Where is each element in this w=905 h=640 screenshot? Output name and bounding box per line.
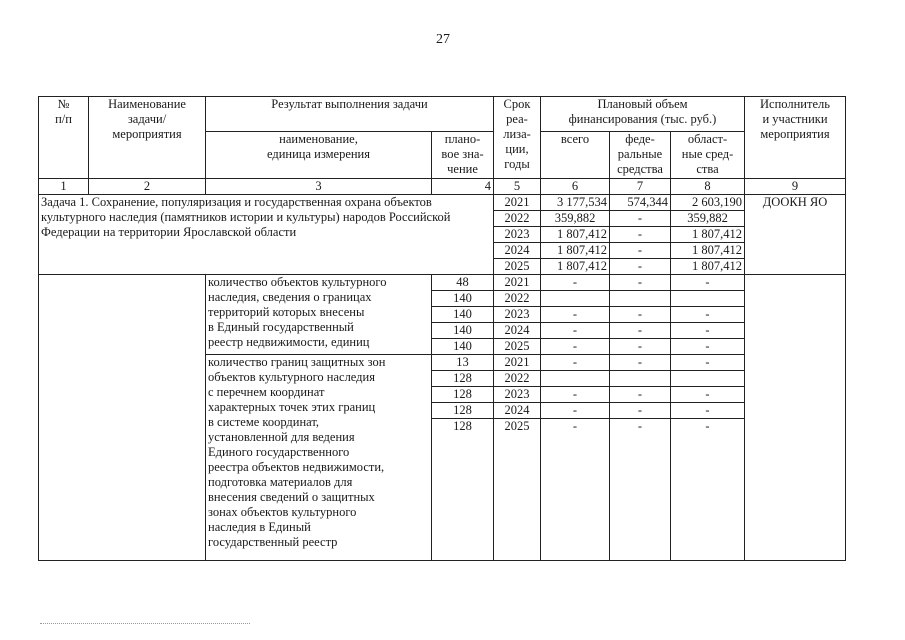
- planned-value-cell: 140: [432, 291, 494, 307]
- year-cell: 2022: [494, 211, 541, 227]
- task-row: [39, 195, 846, 211]
- header-period: Срок реа- лиза- ции, годы: [494, 97, 541, 179]
- year-cell: 2021: [494, 275, 541, 291]
- federal-cell: -: [610, 419, 671, 561]
- total-cell: 1 807,412: [541, 259, 610, 275]
- year-cell: 2024: [494, 243, 541, 259]
- regional-cell: 1 807,412: [671, 227, 745, 243]
- executor-cell: ДООКН ЯО: [745, 195, 846, 275]
- total-cell: -: [541, 275, 610, 291]
- total-cell: -: [541, 355, 610, 371]
- empty-cell: [745, 275, 846, 561]
- regional-cell: 1 807,412: [671, 259, 745, 275]
- year-cell: 2025: [494, 339, 541, 355]
- federal-cell: -: [610, 387, 671, 403]
- total-cell: -: [541, 419, 610, 561]
- total-cell: -: [541, 307, 610, 323]
- regional-cell: 2 603,190: [671, 195, 745, 211]
- year-cell: 2022: [494, 291, 541, 307]
- header-financing-group: Плановый объем финансирования (тыс. руб.): [541, 97, 745, 132]
- planned-value-cell: 128: [432, 371, 494, 387]
- footer-divider: [40, 623, 250, 624]
- planned-value-cell: 140: [432, 307, 494, 323]
- task-title: Задача 1. Сохранение, популяризация и государственная охрана объектов культурного наследия (памятников истории и культуры) народов Российской Федерации на территории Ярославской области: [39, 195, 494, 275]
- program-table: [38, 96, 846, 561]
- header-result-name: наименование, единица измерения: [206, 132, 432, 179]
- regional-cell: 359,882: [671, 211, 745, 227]
- header-executor: Исполнитель и участники мероприятия: [745, 97, 846, 179]
- year-cell: 2023: [494, 387, 541, 403]
- year-cell: 2024: [494, 323, 541, 339]
- federal-cell: [610, 371, 671, 387]
- year-cell: 2025: [494, 259, 541, 275]
- total-cell: -: [541, 387, 610, 403]
- col-number: 3: [206, 179, 432, 195]
- year-cell: 2024: [494, 403, 541, 419]
- planned-value-cell: 140: [432, 339, 494, 355]
- indicator-name: количество объектов культурного наследия, сведения о границах территорий которых внесены в Единый государственный реестр недвижимости, единиц: [206, 275, 432, 355]
- regional-cell: -: [671, 275, 745, 291]
- column-numbers-row: [39, 179, 846, 195]
- regional-cell: [671, 371, 745, 387]
- planned-value-cell: 128: [432, 419, 494, 561]
- total-cell: 3 177,534: [541, 195, 610, 211]
- planned-value-cell: 128: [432, 403, 494, 419]
- year-cell: 2021: [494, 195, 541, 211]
- year-cell: 2025: [494, 419, 541, 561]
- federal-cell: -: [610, 259, 671, 275]
- header-task-name: Наименование задачи/ мероприятия: [89, 97, 206, 179]
- federal-cell: [610, 291, 671, 307]
- regional-cell: -: [671, 403, 745, 419]
- col-number: 2: [89, 179, 206, 195]
- total-cell: -: [541, 323, 610, 339]
- total-cell: -: [541, 339, 610, 355]
- planned-value-cell: 128: [432, 387, 494, 403]
- col-number: 1: [39, 179, 89, 195]
- year-cell: 2023: [494, 227, 541, 243]
- federal-cell: -: [610, 323, 671, 339]
- federal-cell: -: [610, 211, 671, 227]
- planned-value-cell: 140: [432, 323, 494, 339]
- total-cell: 359,882: [541, 211, 610, 227]
- regional-cell: -: [671, 307, 745, 323]
- indicator-name: количество границ защитных зон объектов культурного наследия с перечнем координат характерных точек этих границ в системе координат, установленной для ведения Единого государственного реестра объектов недвижимости, подготовка материалов для внесения сведений о защитных зонах объектов культурного наследия в Единый государственный реестр: [206, 355, 432, 561]
- federal-cell: -: [610, 403, 671, 419]
- year-cell: 2023: [494, 307, 541, 323]
- federal-cell: -: [610, 243, 671, 259]
- regional-cell: [671, 291, 745, 307]
- header-number: № п/п: [39, 97, 89, 179]
- regional-cell: -: [671, 323, 745, 339]
- planned-value-cell: 13: [432, 355, 494, 371]
- federal-cell: -: [610, 339, 671, 355]
- col-number: 8: [671, 179, 745, 195]
- col-number: 4: [432, 179, 494, 195]
- header-regional: област- ные сред- ства: [671, 132, 745, 179]
- regional-cell: -: [671, 339, 745, 355]
- federal-cell: -: [610, 275, 671, 291]
- indicator-row: [39, 275, 846, 291]
- regional-cell: -: [671, 387, 745, 403]
- total-cell: [541, 371, 610, 387]
- year-cell: 2021: [494, 355, 541, 371]
- federal-cell: -: [610, 227, 671, 243]
- col-number: 9: [745, 179, 846, 195]
- header-federal: феде- ральные средства: [610, 132, 671, 179]
- col-number: 6: [541, 179, 610, 195]
- planned-value-cell: 48: [432, 275, 494, 291]
- regional-cell: -: [671, 355, 745, 371]
- col-number: 5: [494, 179, 541, 195]
- total-cell: 1 807,412: [541, 227, 610, 243]
- header-planned-value: плано- вое зна- чение: [432, 132, 494, 179]
- empty-cell: [39, 275, 206, 561]
- federal-cell: 574,344: [610, 195, 671, 211]
- total-cell: -: [541, 403, 610, 419]
- federal-cell: -: [610, 307, 671, 323]
- regional-cell: -: [671, 419, 745, 561]
- col-number: 7: [610, 179, 671, 195]
- year-cell: 2022: [494, 371, 541, 387]
- federal-cell: -: [610, 355, 671, 371]
- total-cell: 1 807,412: [541, 243, 610, 259]
- header-total: всего: [541, 132, 610, 179]
- page-number: 27: [436, 32, 450, 47]
- header-result-group: Результат выполнения задачи: [206, 97, 494, 132]
- regional-cell: 1 807,412: [671, 243, 745, 259]
- total-cell: [541, 291, 610, 307]
